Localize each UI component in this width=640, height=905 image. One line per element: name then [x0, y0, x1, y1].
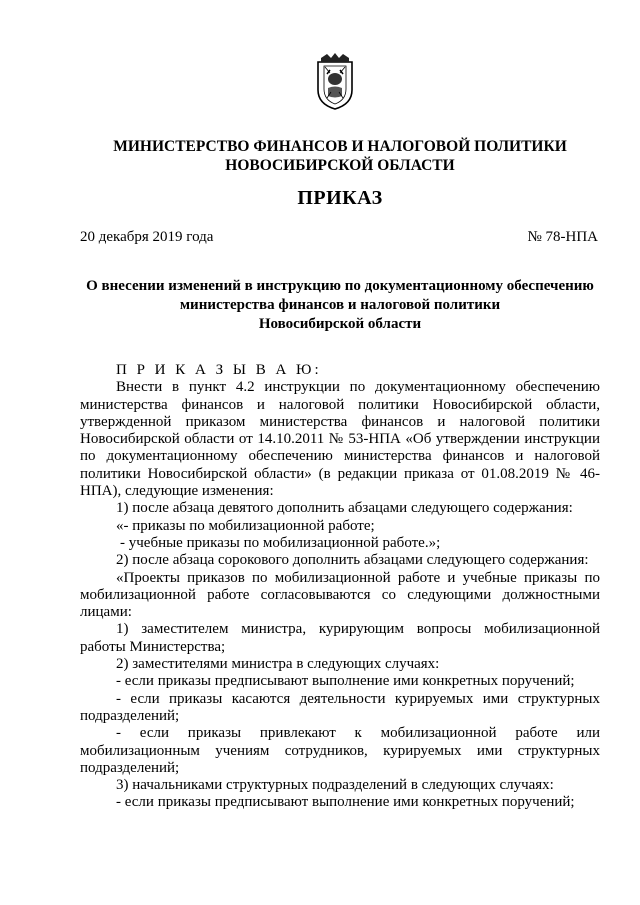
document-body [80, 362, 600, 812]
body-paragraph: 1) заместителем министра, курирующим вопросы мобилизационной работы Министерства; [80, 621, 600, 655]
document-title: ПРИКАЗ [297, 187, 383, 209]
body-paragraph: 2) заместителями министра в следующих случаях: [116, 656, 440, 673]
document-number: № 78-НПА [527, 229, 598, 245]
ministry-name [0, 137, 640, 175]
ministry-line-2: НОВОСИБИРСКОЙ ОБЛАСТИ [225, 157, 455, 174]
body-paragraph: - если приказы предписывают выполнение ими конкретных поручений; [116, 673, 575, 690]
document-subject [75, 277, 605, 334]
body-paragraph: 3) начальниками структурных подразделений в следующих случаях: [116, 777, 554, 794]
order-word: П Р И К А З Ы В А Ю: [116, 362, 322, 378]
body-paragraph: - если приказы касаются деятельности курируемых ими структурных подразделений; [80, 690, 600, 724]
subject-line-3: Новосибирской области [258, 316, 422, 332]
subject-line-1: О внесении изменений в инструкцию по документационному обеспечению [86, 278, 594, 294]
body-paragraph: 2) после абзаца сорокового дополнить абзацами следующего содержания: [116, 552, 589, 569]
body-paragraph: «- приказы по мобилизационной работе; [116, 517, 375, 534]
subject-line-2: министерства финансов и налоговой политики [179, 297, 501, 313]
body-paragraph: Внести в пункт 4.2 инструкции по документационному обеспечению министерства финансов и налоговой политики Новосибирской области, утвержденной приказом министерства финансов и налоговой политики Новосибирской области от 14.10.2011 № 53-НПА «Об утверждении инструкции по документационному обеспечению министерства финансов и налоговой политики Новосибирской области» (в редакции приказа от 01.08.2019 № 46-НПА), следующие изменения: [80, 379, 600, 500]
body-paragraph: - если приказы предписывают выполнение ими конкретных поручений; [116, 794, 575, 811]
body-paragraph: 1) после абзаца девятого дополнить абзацами следующего содержания: [116, 500, 573, 517]
body-paragraph: - учебные приказы по мобилизационной работе.»; [120, 534, 441, 551]
ministry-line-1: МИНИСТЕРСТВО ФИНАНСОВ И НАЛОГОВОЙ ПОЛИТИКИ [113, 138, 567, 155]
coat-of-arms-icon [315, 52, 355, 110]
document-date: 20 декабря 2019 года [80, 229, 214, 245]
body-paragraph: «Проекты приказов по мобилизационной работе и учебные приказы по мобилизационной работе согласовываются со следующими должностными лицами: [80, 569, 600, 621]
body-paragraph: - если приказы привлекают к мобилизационной работе или мобилизационным учениям сотрудников, курируемых ими структурных подразделений; [80, 725, 600, 776]
